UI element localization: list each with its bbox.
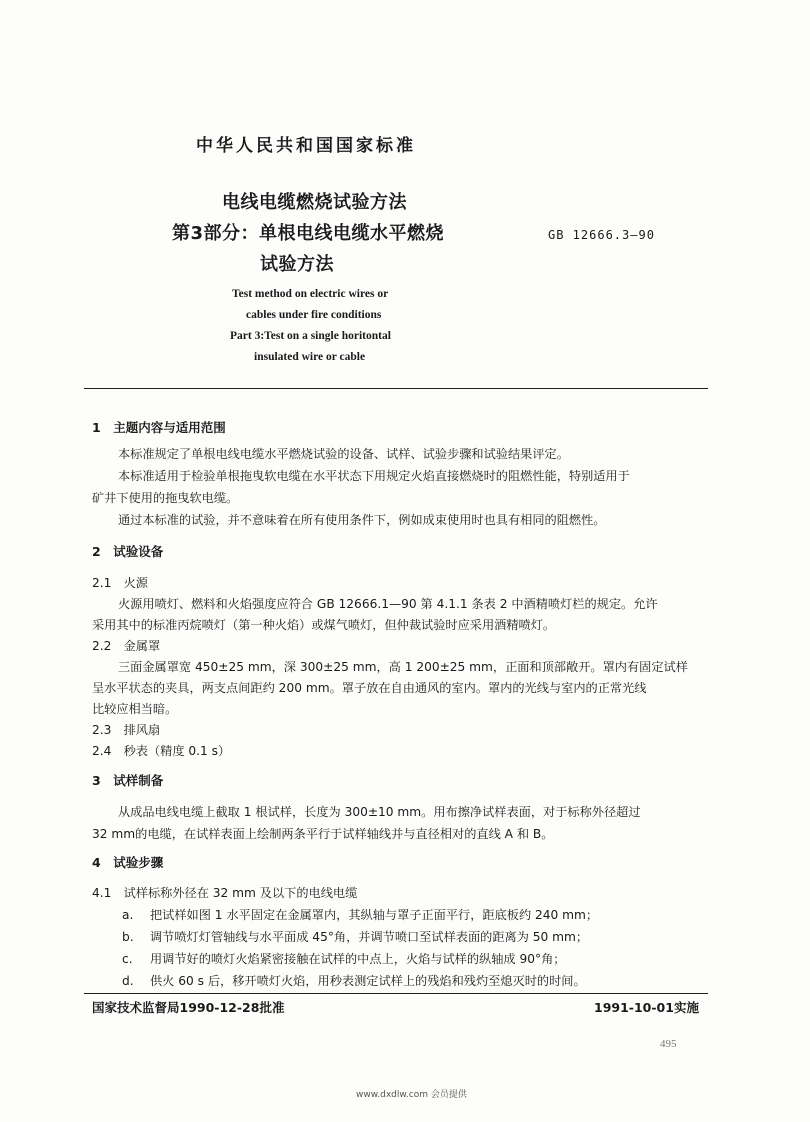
approval-date: 国家技术监督局1990-12-28批准 <box>92 1000 285 1015</box>
section-2-2-line-2: 呈水平状态的夹具，两支点间距约 200 mm。罩子放在自由通风的室内。罩内的光线与室内的正常光线 <box>92 681 647 695</box>
section-1-paragraph-3: 通过本标准的试验，并不意味着在所有使用条件下，例如成束使用时也具有相同的阻燃性。 <box>118 513 606 527</box>
section-2-1-line-1: 火源用喷灯、燃料和火焰强度应符合 GB 12666.1—90 第 4.1.1 条表 2 中酒精喷灯栏的规定。允许 <box>118 597 658 611</box>
list-item-letter: b. <box>122 930 134 944</box>
section-4-1-heading: 4.1 试样标称外径在 32 mm 及以下的电线电缆 <box>92 886 358 900</box>
list-item-text: 把试样如图 1 水平固定在金属罩内，其纵轴与罩子正面平行，距底板约 240 mm； <box>150 908 599 922</box>
document-title-line-2: 第3部分：单根电线电缆水平燃烧 <box>172 223 445 244</box>
section-2-3-heading: 2.3 排风扇 <box>92 723 161 737</box>
section-3-line-1: 从成品电线电缆上截取 1 根试样，长度为 300±10 mm。用布擦净试样表面，对于标称外径超过 <box>118 805 641 819</box>
list-item-text: 供火 60 s 后，移开喷灯火焰，用秒表测定试样上的残焰和残灼至熄灭时的时间。 <box>150 974 586 988</box>
section-1-paragraph-2-line-2: 矿井下使用的拖曳软电缆。 <box>92 491 239 505</box>
english-title-line-1: Test method on electric wires or <box>232 288 389 300</box>
section-2-2-line-3: 比较应相当暗。 <box>92 702 178 716</box>
english-title-line-2: cables under fire conditions <box>246 309 382 321</box>
page-number: 495 <box>660 1038 677 1050</box>
section-2-1-line-2: 采用其中的标准丙烷喷灯（第一种火焰）或煤气喷灯，但仲裁试验时应采用酒精喷灯。 <box>92 618 556 632</box>
section-3-heading: 3 试样制备 <box>92 773 164 788</box>
section-2-2-line-1: 三面金属罩宽 450±25 mm，深 300±25 mm，高 1 200±25 mm，正面和顶部敞开。罩内有固定试样 <box>118 660 688 674</box>
english-title-line-4: insulated wire or cable <box>254 351 366 363</box>
english-title-line-3: Part 3:Test on a single horitontal <box>230 330 391 342</box>
section-3-line-2: 32 mm的电缆，在试样表面上绘制两条平行于试样轴线并与直径相对的直线 A 和 B。 <box>92 827 554 841</box>
section-1-heading: 1 主题内容与适用范围 <box>92 420 226 435</box>
document-title-line-3: 试验方法 <box>260 254 334 275</box>
section-4-heading: 4 试验步骤 <box>92 855 164 870</box>
document-title-line-1: 电线电缆燃烧试验方法 <box>222 192 407 213</box>
section-1-paragraph-2-line-1: 本标准适用于检验单根拖曳软电缆在水平状态下用规定火焰直接燃烧时的阻燃性能，特别适用于 <box>118 469 630 483</box>
standard-number: GB 12666.3—90 <box>548 228 655 242</box>
list-item-letter: d. <box>122 974 134 988</box>
implementation-date: 1991-10-01实施 <box>594 1000 699 1015</box>
header-divider <box>84 388 708 389</box>
list-item-letter: a. <box>122 908 134 922</box>
section-2-1-heading: 2.1 火源 <box>92 576 148 590</box>
footer-divider <box>84 993 708 994</box>
watermark: www.dxdlw.com 会员提供 <box>356 1090 467 1100</box>
list-item-letter: c. <box>122 952 133 966</box>
section-2-2-heading: 2.2 金属罩 <box>92 639 161 653</box>
section-2-heading: 2 试验设备 <box>92 544 164 559</box>
section-2-4-heading: 2.4 秒表（精度 0.1 s） <box>92 744 231 758</box>
list-item-text: 调节喷灯灯管轴线与水平面成 45°角，并调节喷口至试样表面的距离为 50 mm； <box>150 930 589 944</box>
list-item-text: 用调节好的喷灯火焰紧密接触在试样的中点上，火焰与试样的纵轴成 90°角； <box>150 952 566 966</box>
section-1-paragraph-1: 本标准规定了单根电线电缆水平燃烧试验的设备、试样、试验步骤和试验结果评定。 <box>118 447 569 461</box>
national-standard-heading: 中华人民共和国国家标准 <box>196 136 416 156</box>
